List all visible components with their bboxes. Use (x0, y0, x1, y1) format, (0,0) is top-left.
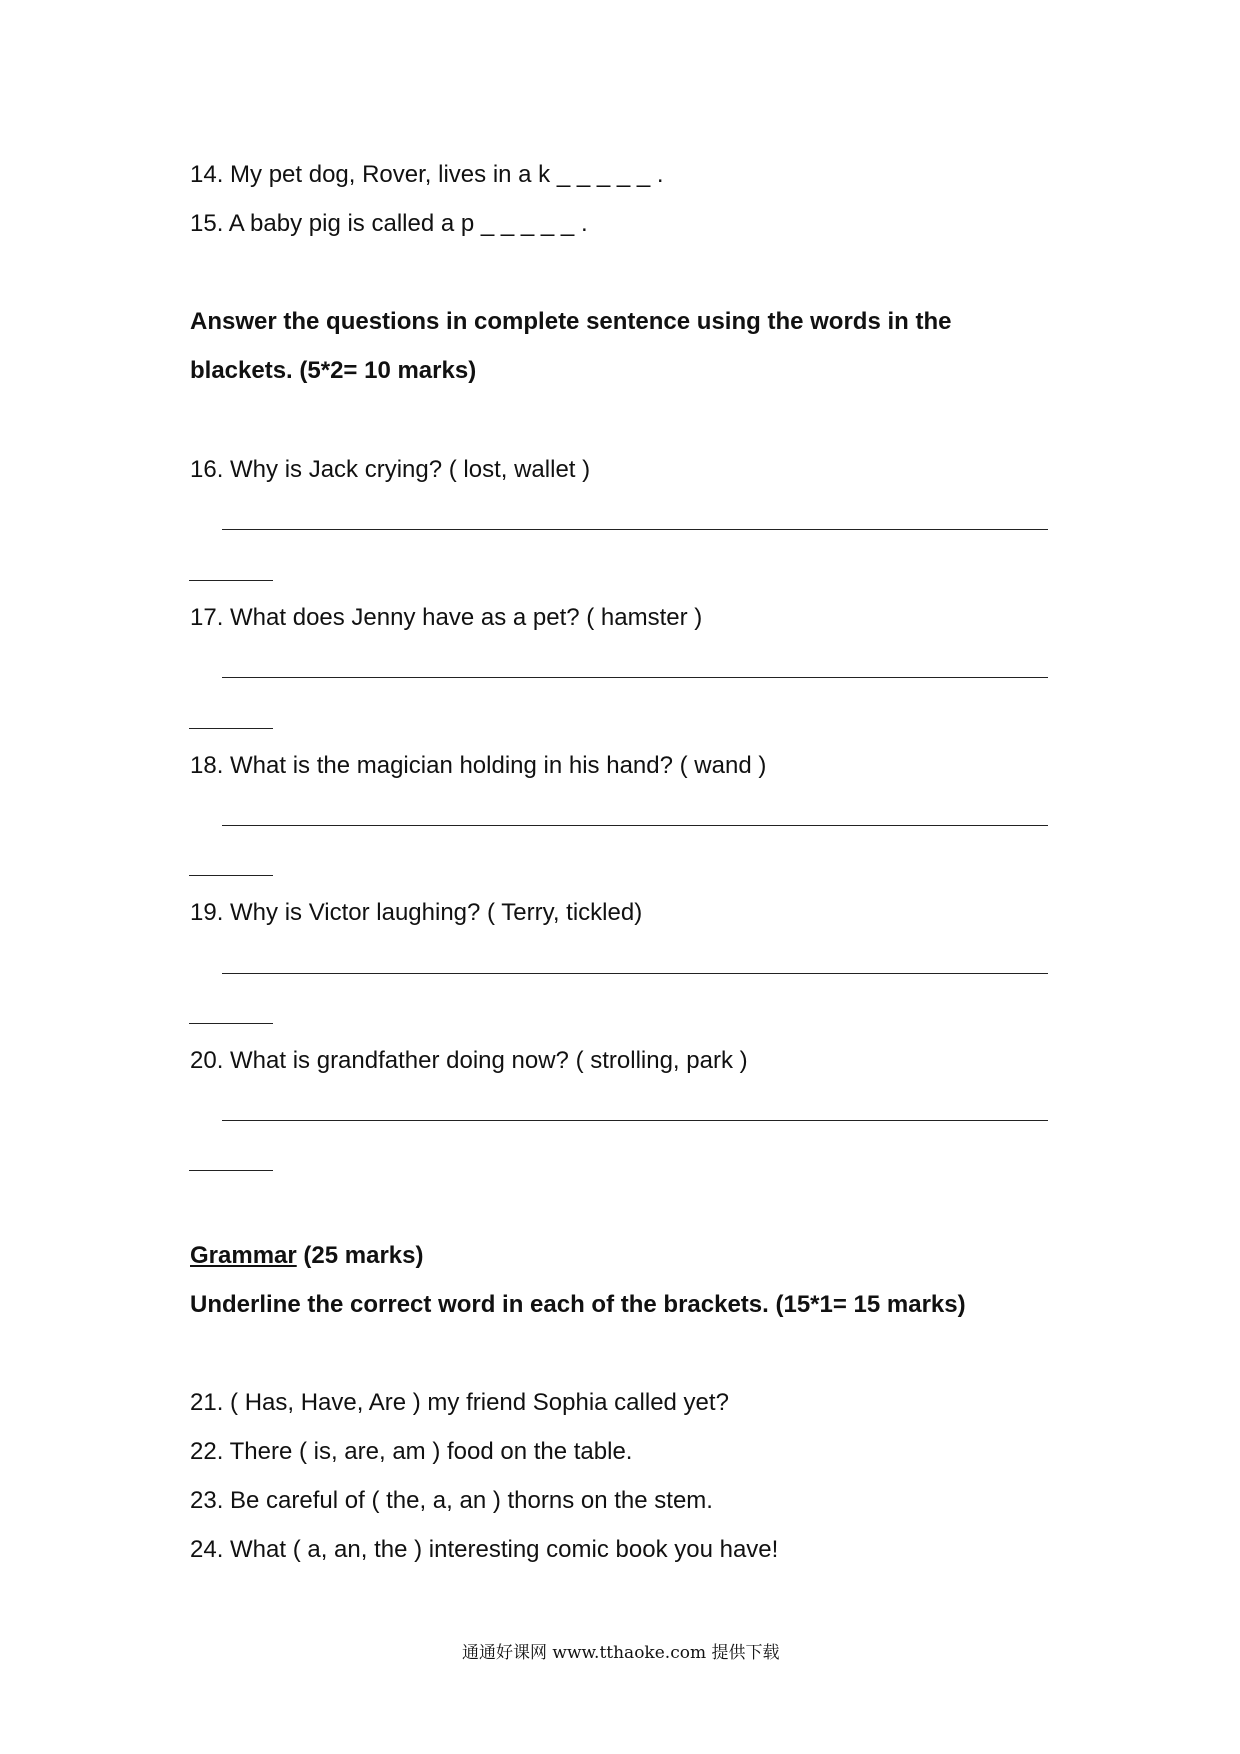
answer-line-20[interactable] (222, 1120, 1048, 1121)
answer-line-18-end[interactable] (189, 875, 273, 876)
question-21: 21. ( Has, Have, Are ) my friend Sophia called yet? (190, 1389, 729, 1416)
answer-line-16-end[interactable] (189, 580, 273, 581)
question-14: 14. My pet dog, Rover, lives in a k _ _ _ _ _ . (190, 161, 664, 188)
grammar-heading-marks: (25 marks) (296, 1242, 424, 1269)
question-16: 16. Why is Jack crying? ( lost, wallet ) (190, 456, 591, 483)
grammar-heading-title: Grammar (190, 1242, 297, 1269)
answer-line-20-end[interactable] (189, 1170, 273, 1171)
question-15: 15. A baby pig is called a p _ _ _ _ _ . (190, 210, 588, 237)
answer-line-17[interactable] (222, 677, 1048, 678)
question-22: 22. There ( is, are, am ) food on the table. (190, 1438, 633, 1465)
question-19: 19. Why is Victor laughing? ( Terry, tickled) (190, 899, 643, 926)
answer-line-18[interactable] (222, 825, 1048, 826)
answer-line-17-end[interactable] (189, 728, 273, 729)
page-footer: 通通好课网 www.tthaoke.com 提供下载 (462, 1643, 780, 1663)
question-20: 20. What is grandfather doing now? ( strolling, park ) (190, 1047, 748, 1074)
grammar-instruction: Underline the correct word in each of the brackets. (15*1= 15 marks) (190, 1291, 966, 1318)
answer-instruction-line1: Answer the questions in complete sentence using the words in the (190, 308, 952, 335)
answer-line-19-end[interactable] (189, 1023, 273, 1024)
answer-line-19[interactable] (222, 973, 1048, 974)
answer-line-16[interactable] (222, 529, 1048, 530)
grammar-heading (190, 1241, 423, 1271)
answer-instruction-line2: blackets. (5*2= 10 marks) (190, 357, 477, 384)
question-17: 17. What does Jenny have as a pet? ( hamster ) (190, 604, 703, 631)
question-18: 18. What is the magician holding in his hand? ( wand ) (190, 752, 767, 779)
question-23: 23. Be careful of ( the, a, an ) thorns on the stem. (190, 1487, 713, 1514)
question-24: 24. What ( a, an, the ) interesting comic book you have! (190, 1536, 779, 1563)
